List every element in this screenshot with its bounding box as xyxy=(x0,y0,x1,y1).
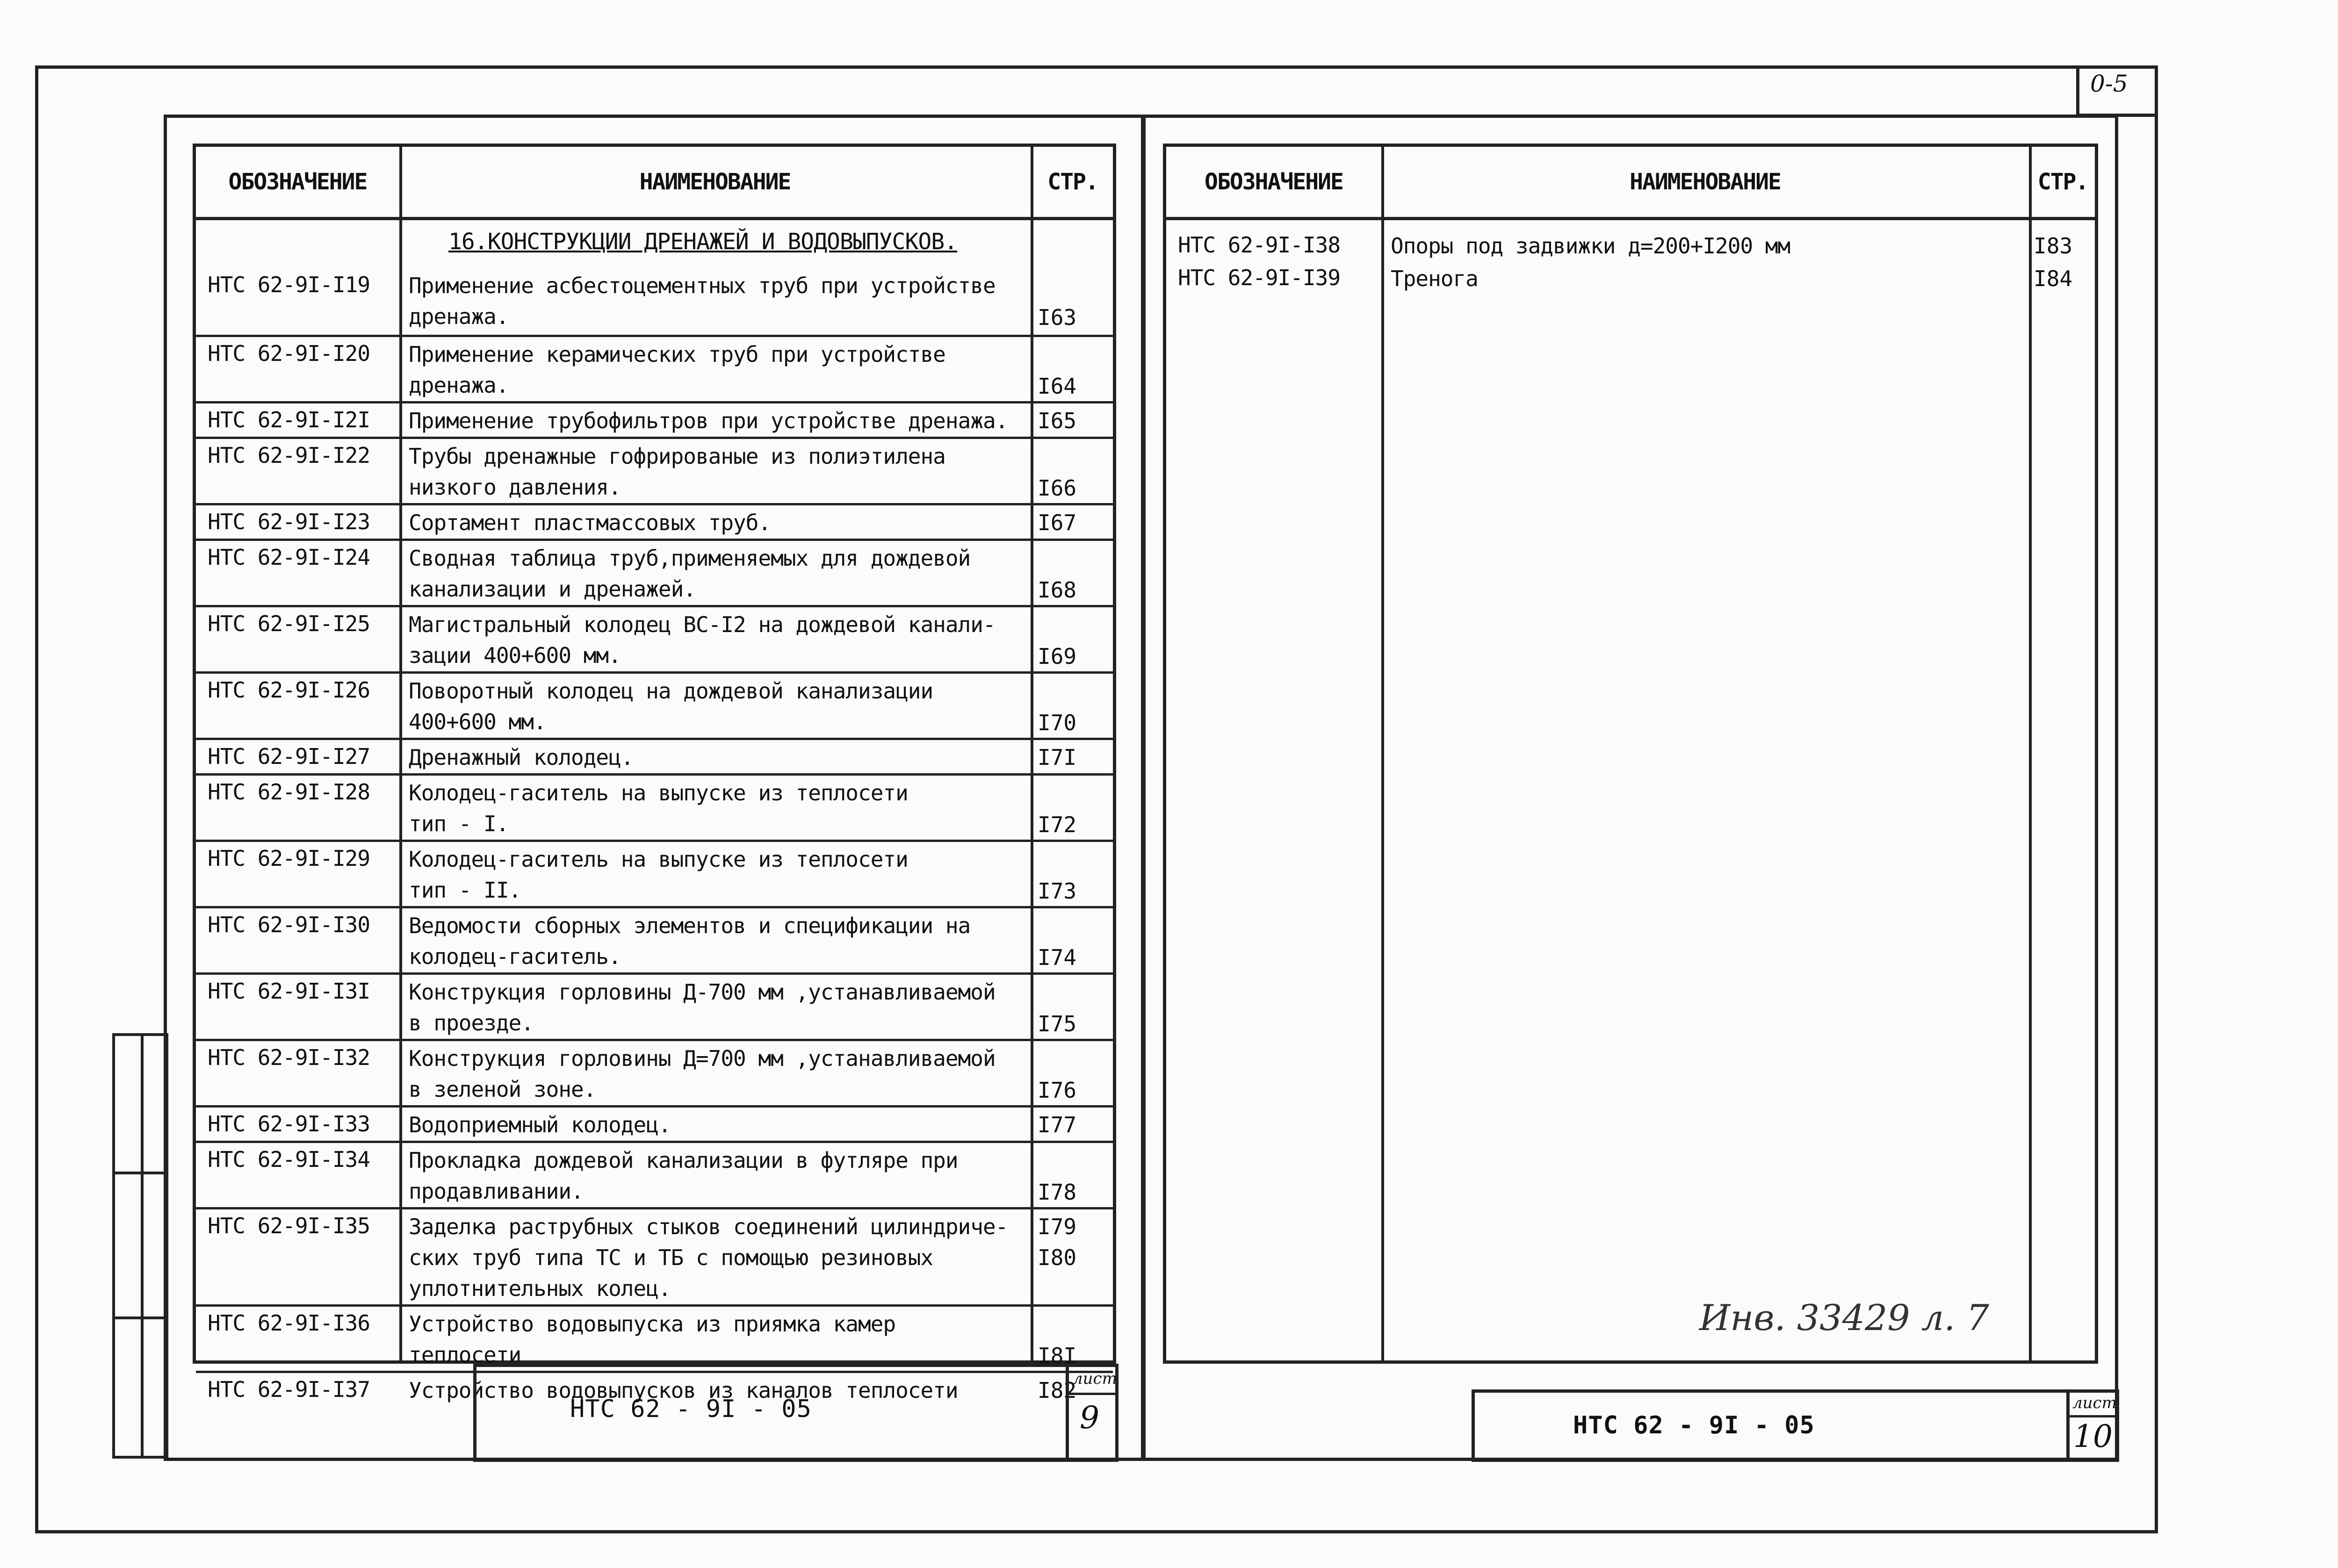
row-page: I79 I80 xyxy=(1038,1214,1077,1270)
table-row xyxy=(1166,261,2095,294)
row-page: I72 xyxy=(1038,812,1077,837)
row-code: НТС 62-9I-I20 xyxy=(208,341,370,366)
row-name: Конструкция горловины Д-700 мм ,устанавливаемой в проезде. xyxy=(409,979,996,1036)
row-name: Устройство водовыпусков из каналов теплосети xyxy=(409,1378,958,1403)
table-header xyxy=(1166,147,2095,220)
row-name: Заделка раструбных стыков соединений цилиндриче- ских труб типа ТС и ТБ с помощью резиновых уплотнительных колец. xyxy=(409,1214,1008,1301)
row-code: НТС 62-9I-I25 xyxy=(208,611,370,636)
row-code: НТС 62-9I-I26 xyxy=(208,677,370,703)
row-page: I76 xyxy=(1038,1078,1077,1103)
title-block xyxy=(1472,1389,2119,1462)
row-name: Колодец-гаситель на выпуске из теплосети тип - I. xyxy=(409,780,908,836)
table-row xyxy=(196,972,1113,1041)
row-page: I68 xyxy=(1038,577,1077,603)
row-code: НТС 62-9I-I35 xyxy=(208,1213,370,1238)
row-name: Опоры под задвижки д=200+I200 мм xyxy=(1391,233,1790,259)
row-name: Магистральный колодец ВС-I2 на дождевой канали- зации 400+600 мм. xyxy=(409,612,996,668)
table-row xyxy=(196,906,1113,975)
row-name: Поворотный колодец на дождевой канализации 400+600 мм. xyxy=(409,678,933,734)
table-row xyxy=(196,738,1113,776)
row-name: Тренога xyxy=(1391,266,1478,291)
header-code: ОБОЗНАЧЕНИЕ xyxy=(228,169,367,195)
row-code: НТС 62-9I-I38 xyxy=(1178,232,1341,258)
document-code: НТС 62 - 9I - 05 xyxy=(570,1395,812,1423)
row-name: Применение керамических труб при устройстве дренажа. xyxy=(409,342,945,398)
row-code: НТС 62-9I-I23 xyxy=(208,509,370,534)
header-page: СТР. xyxy=(1047,169,1098,195)
row-page: I8I xyxy=(1038,1343,1077,1368)
table-row xyxy=(196,671,1113,740)
table-row xyxy=(196,605,1113,674)
inventory-note: Инв. 33429 л. 7 xyxy=(1699,1297,1989,1338)
row-page: I78 xyxy=(1038,1180,1077,1205)
row-code: НТС 62-9I-I33 xyxy=(208,1111,370,1136)
sheet-label: лист xyxy=(2072,1394,2117,1412)
row-code: НТС 62-9I-I39 xyxy=(1178,265,1341,290)
row-name: Дренажный колодец. xyxy=(409,745,634,770)
table-row xyxy=(196,539,1113,607)
table-row xyxy=(196,773,1113,842)
row-name: Сводная таблица труб,применяемых для дождевой канализации и дренажей. xyxy=(409,546,971,602)
row-code: НТС 62-9I-I30 xyxy=(208,912,370,937)
table-row xyxy=(196,503,1113,541)
row-code: НТС 62-9I-I29 xyxy=(208,846,370,871)
table-row xyxy=(196,1039,1113,1108)
row-name: Применение трубофильтров при устройстве дренажа. xyxy=(409,408,1008,433)
table-row xyxy=(196,1304,1113,1373)
row-code: НТС 62-9I-I37 xyxy=(208,1377,370,1402)
row-name: Прокладка дождевой канализации в футляре при продавливании. xyxy=(409,1148,958,1204)
row-code: НТС 62-9I-I32 xyxy=(208,1045,370,1070)
table-row xyxy=(196,401,1113,439)
row-page: I82 xyxy=(1038,1378,1077,1403)
row-page: I67 xyxy=(1038,510,1077,535)
sheet-number: 9 xyxy=(1080,1400,1099,1436)
row-page: I64 xyxy=(1038,374,1077,399)
row-name: Ведомости сборных элементов и спецификации на колодец-гаситель. xyxy=(409,913,971,969)
table-row xyxy=(196,437,1113,505)
row-code: НТС 62-9I-I36 xyxy=(208,1310,370,1336)
row-name: Применение асбестоцементных труб при устройстве дренажа. xyxy=(409,273,996,329)
binding-margin-box xyxy=(112,1033,168,1459)
document-code: НТС 62 - 9I - 05 xyxy=(1573,1411,1815,1439)
table-row xyxy=(196,335,1113,403)
row-page: I65 xyxy=(1038,408,1077,433)
header-page: СТР. xyxy=(2037,169,2088,195)
right-sheet xyxy=(1141,115,2118,1461)
header-name: НАИМЕНОВАНИЕ xyxy=(639,169,791,195)
row-code: НТС 62-9I-I27 xyxy=(208,744,370,769)
sheet-number: 10 xyxy=(2073,1418,2113,1454)
left-sheet xyxy=(164,115,1146,1461)
row-name: Колодец-гаситель на выпуске из теплосети тип - II. xyxy=(409,847,908,903)
row-name: Трубы дренажные гофрированые из полиэтилена низкого давления. xyxy=(409,444,945,500)
table-row xyxy=(196,1141,1113,1209)
row-page: I77 xyxy=(1038,1112,1077,1137)
row-code: НТС 62-9I-I24 xyxy=(208,545,370,570)
table-row xyxy=(1166,229,2095,261)
row-page: I73 xyxy=(1038,878,1077,904)
row-name: Конструкция горловины Д=700 мм ,устанавливаемой в зеленой зоне. xyxy=(409,1046,996,1102)
row-page: I66 xyxy=(1038,475,1077,501)
row-code: НТС 62-9I-I22 xyxy=(208,443,370,468)
section-title: 16.КОНСТРУКЦИИ ДРЕНАЖЕЙ И ВОДОВЫПУСКОВ. xyxy=(448,229,958,255)
row-page: I84 xyxy=(2034,266,2073,291)
table-row xyxy=(196,1105,1113,1143)
row-code: НТС 62-9I-I3I xyxy=(208,978,370,1004)
row-code: НТС 62-9I-I28 xyxy=(208,779,370,805)
table-row xyxy=(196,268,1113,335)
sheet-label: лист xyxy=(1073,1369,1117,1388)
header-code: ОБОЗНАЧЕНИЕ xyxy=(1205,169,1343,195)
row-name: Устройство водовыпуска из приямка камер теплосети xyxy=(409,1311,896,1367)
row-code: НТС 62-9I-I34 xyxy=(208,1147,370,1172)
row-page: I83 xyxy=(2034,233,2073,259)
table-row xyxy=(196,1207,1113,1307)
corner-mark: 0-5 xyxy=(2090,70,2128,97)
row-code: НТС 62-9I-I2I xyxy=(208,407,370,432)
table-header xyxy=(196,147,1113,220)
row-page: I75 xyxy=(1038,1011,1077,1036)
row-page: I74 xyxy=(1038,945,1077,970)
row-page: I69 xyxy=(1038,644,1077,669)
table-row xyxy=(196,840,1113,908)
row-page: I70 xyxy=(1038,710,1077,735)
row-name: Водоприемный колодец. xyxy=(409,1112,671,1137)
header-name: НАИМЕНОВАНИЕ xyxy=(1630,169,1781,195)
row-name: Сортамент пластмассовых труб. xyxy=(409,510,771,535)
row-page: I7I xyxy=(1038,745,1077,770)
row-page: I63 xyxy=(1038,305,1077,330)
right-table xyxy=(1163,144,2098,1364)
row-code: НТС 62-9I-I19 xyxy=(208,272,370,297)
title-block xyxy=(473,1364,1118,1462)
